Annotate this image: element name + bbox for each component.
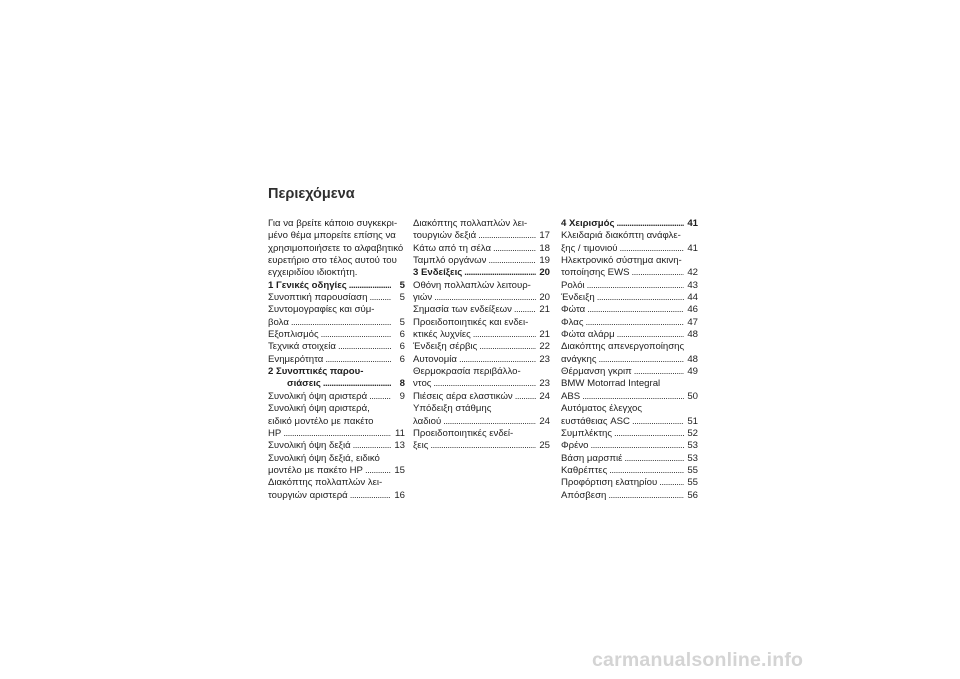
toc-entry — [268, 490, 405, 502]
toc-page-number: 51 — [687, 415, 698, 427]
dot-leader — [443, 416, 536, 428]
dot-leader — [473, 329, 536, 341]
toc-entry — [561, 366, 698, 378]
toc-page-number: 5 — [399, 279, 405, 291]
toc-entry-label: Ένδειξη — [561, 292, 595, 304]
toc-page-number: 20 — [539, 267, 550, 279]
toc-text-line: Διακόπτης πολλαπλών λει- — [268, 477, 383, 489]
toc-entry — [413, 354, 550, 366]
toc-page-number: 41 — [687, 242, 698, 254]
toc-entry-label: Καθρέπτες — [561, 464, 608, 476]
toc-page-number: 50 — [687, 390, 698, 402]
toc-page-number: 41 — [687, 218, 698, 229]
dot-leader — [608, 490, 684, 502]
toc-entry-label: Συμπλέκτης — [561, 427, 612, 439]
toc-entry-label: λαδιού — [413, 415, 442, 427]
toc-page-number: 18 — [539, 242, 550, 254]
dot-leader — [321, 329, 391, 341]
toc-entry-label: Φρένο — [561, 440, 589, 452]
toc-entry — [413, 378, 550, 390]
dot-leader — [634, 366, 684, 378]
toc-text-line: Διακόπτης απενεργοποίησης — [561, 341, 685, 353]
toc-entry-label: Βάση μαρσπιέ — [561, 452, 623, 464]
dot-leader — [617, 218, 684, 230]
toc-text-line: ευρετήριο στο τέλος αυτού του — [268, 255, 397, 267]
dot-leader — [585, 317, 684, 329]
toc-entry-label: Συνολική όψη αριστερά — [268, 390, 368, 402]
toc-entry-label: ανάγκης — [561, 353, 597, 365]
toc-page-number: 43 — [687, 279, 698, 291]
dot-leader — [430, 440, 536, 452]
toc-entry-label: 1 Γενικές οδηγίες — [268, 279, 347, 291]
toc-page-number: 21 — [539, 304, 550, 316]
toc-entry-label: γιών — [413, 292, 433, 304]
toc-entry — [561, 292, 698, 304]
toc-chapter-text: 2 Συνοπτικές παρου- — [268, 366, 364, 378]
toc-entry-label: ντος — [413, 378, 432, 390]
toc-entry — [413, 329, 550, 341]
toc-page-number: 6 — [399, 353, 405, 365]
toc-text-line: Συνολική όψη δεξιά, ειδικό — [268, 452, 380, 464]
toc-entry-label: ξεις — [413, 440, 429, 452]
toc-entry — [561, 453, 698, 465]
dot-leader — [365, 465, 391, 477]
toc-entry-label: Σημασία των ενδείξεων — [413, 304, 512, 316]
dot-leader — [632, 416, 684, 428]
toc-page-number: 24 — [539, 415, 550, 427]
toc-entry-label: ξης / τιμονιού — [561, 242, 618, 254]
toc-entry — [268, 292, 405, 304]
toc-entry — [268, 341, 405, 353]
toc-entry — [561, 243, 698, 255]
toc-page-number: 5 — [399, 316, 405, 328]
toc-text-line: εγχειριδίου ιδιοκτήτη. — [268, 267, 358, 279]
toc-entry-label: Εξοπλισμός — [268, 329, 319, 341]
toc-entry — [561, 440, 698, 452]
dot-leader — [349, 280, 391, 292]
watermark-text: carmanualsonline.info — [592, 649, 804, 671]
toc-page-number: 8 — [399, 378, 405, 390]
toc-entry — [413, 440, 550, 452]
toc-text-line: Κλειδαριά διακόπτη ανάφλε- — [561, 230, 681, 242]
toc-page-number: 56 — [687, 489, 698, 501]
toc-entry — [268, 428, 405, 440]
toc-page-number: 48 — [687, 329, 698, 341]
dot-leader — [478, 230, 536, 242]
toc-column-1 — [268, 218, 405, 502]
toc-entry-label: μοντέλο με πακέτο HP — [268, 464, 363, 476]
dot-leader — [597, 292, 684, 304]
dot-leader — [433, 378, 536, 390]
toc-entry — [413, 255, 550, 267]
toc-entry-label: 4 Χειρισμός — [561, 218, 615, 229]
toc-page-number: 42 — [687, 267, 698, 279]
toc-page-number: 6 — [399, 329, 405, 341]
toc-entry-label: Πιέσεις αέρα ελαστικών — [413, 390, 513, 402]
toc-page-number: 15 — [394, 464, 405, 476]
toc-entry-label: Προφόρτιση ελατηρίου — [561, 477, 658, 489]
dot-leader — [598, 354, 684, 366]
toc-page-number: 5 — [399, 292, 405, 304]
toc-entry — [268, 465, 405, 477]
toc-entry — [413, 416, 550, 428]
toc-page-number: 25 — [539, 440, 550, 452]
toc-page-number: 9 — [399, 390, 405, 402]
toc-page-number: 21 — [539, 329, 550, 341]
dot-leader — [283, 428, 391, 440]
dot-leader — [369, 292, 391, 304]
toc-entry-label: ABS — [561, 390, 581, 402]
toc-text-line: Προειδοποιητικές και ενδει- — [413, 316, 529, 328]
toc-entry — [561, 477, 698, 489]
toc-chapter-entry — [413, 267, 550, 279]
page-title: Περιεχόμενα — [268, 186, 355, 202]
dot-leader — [582, 391, 684, 403]
dot-leader — [338, 341, 391, 353]
toc-entry-label: Φώτα — [561, 304, 586, 316]
toc-page-number: 52 — [687, 427, 698, 439]
dot-leader — [353, 440, 391, 452]
toc-column-3 — [561, 218, 698, 502]
dot-leader — [609, 465, 684, 477]
toc-text-line: Υπόδειξη στάθμης — [413, 403, 492, 415]
toc-entry-label: Φλας — [561, 316, 584, 328]
toc-page-number: 19 — [539, 255, 550, 267]
toc-page-number: 24 — [539, 390, 550, 402]
toc-entry — [268, 440, 405, 452]
dot-leader — [493, 243, 536, 255]
toc-entry — [561, 416, 698, 428]
toc-page-number: 6 — [399, 341, 405, 353]
toc-entry — [561, 490, 698, 502]
dot-leader — [587, 304, 684, 316]
dot-leader — [325, 354, 391, 366]
toc-entry-label: Απόσβεση — [561, 489, 607, 501]
toc-text-line: ειδικό μοντέλο με πακέτο — [268, 415, 374, 427]
dot-leader — [659, 477, 684, 489]
toc-page-number: 22 — [539, 341, 550, 353]
toc-text-line: Προειδοποιητικές ενδεί- — [413, 427, 514, 439]
dot-leader — [369, 391, 391, 403]
dot-leader — [350, 490, 391, 502]
toc-page-number: 53 — [687, 452, 698, 464]
toc-page-number: 16 — [394, 489, 405, 501]
dot-leader — [515, 391, 536, 403]
toc-text-line: χρησιμοποιήσετε το αλφαβητικό — [268, 242, 404, 254]
toc-text-line: Για να βρείτε κάποιο συγκεκρι- — [268, 218, 398, 229]
toc-entry — [413, 292, 550, 304]
toc-entry-label: Κάτω από τη σέλα — [413, 242, 491, 254]
toc-entry-label: Θέρμανση γκριπ — [561, 366, 632, 378]
toc-entry-label: σιάσεις — [287, 378, 321, 390]
toc-entry-label: Ταμπλό οργάνων — [413, 255, 487, 267]
toc-entry-label: ευστάθειας ASC — [561, 415, 630, 427]
toc-entry — [268, 329, 405, 341]
toc-entry-label: κτικές λυχνίες — [413, 329, 471, 341]
toc-entry-label: τουργιών αριστερά — [268, 489, 348, 501]
toc-entry-label: 3 Ενδείξεις — [413, 267, 463, 279]
toc-text-line: Οθόνη πολλαπλών λειτουρ- — [413, 279, 531, 291]
toc-page-number: 13 — [394, 440, 405, 452]
toc-entry — [561, 280, 698, 292]
toc-column-2 — [413, 218, 550, 453]
toc-chapter-entry — [268, 280, 405, 292]
toc-entry — [561, 391, 698, 403]
toc-entry — [268, 317, 405, 329]
dot-leader — [323, 378, 391, 390]
toc-text-line: Ηλεκτρονικό σύστημα ακινη- — [561, 255, 682, 267]
toc-entry — [413, 391, 550, 403]
dot-leader — [591, 440, 684, 452]
toc-page-number: 49 — [687, 366, 698, 378]
toc-entry — [268, 354, 405, 366]
dot-leader — [464, 267, 536, 279]
toc-entry — [413, 304, 550, 316]
toc-page-number: 11 — [395, 427, 405, 439]
toc-entry — [561, 329, 698, 341]
toc-chapter-entry — [268, 378, 405, 390]
toc-text-line: Συνολική όψη αριστερά, — [268, 403, 370, 415]
toc-entry-label: Φώτα αλάρμ — [561, 329, 615, 341]
toc-entry-label: Τεχνικά στοιχεία — [268, 341, 336, 353]
toc-page-number: 47 — [687, 316, 698, 328]
toc-entry-label: βολα — [268, 316, 289, 328]
toc-entry — [413, 243, 550, 255]
dot-leader — [488, 255, 536, 267]
dot-leader — [459, 354, 536, 366]
dot-leader — [617, 329, 684, 341]
dot-leader — [434, 292, 536, 304]
toc-entry-label: Αυτονομία — [413, 353, 457, 365]
dot-leader — [632, 267, 684, 279]
toc-text-line: Διακόπτης πολλαπλών λει- — [413, 218, 528, 229]
toc-page-number: 20 — [539, 292, 550, 304]
toc-page-number: 46 — [687, 304, 698, 316]
toc-entry — [561, 354, 698, 366]
dot-leader — [614, 428, 684, 440]
dot-leader — [514, 304, 536, 316]
toc-entry — [268, 391, 405, 403]
toc-page-number: 53 — [687, 440, 698, 452]
toc-text-line: μένο θέμα μπορείτε επίσης να — [268, 230, 396, 242]
dot-leader — [624, 453, 684, 465]
dot-leader — [291, 317, 391, 329]
toc-entry — [413, 230, 550, 242]
toc-page-number: 44 — [687, 292, 698, 304]
toc-entry-label: Ρολόι — [561, 279, 585, 291]
dot-leader — [620, 243, 684, 255]
dot-leader — [587, 280, 684, 292]
toc-page-number: 23 — [539, 378, 550, 390]
toc-entry-label: Συνολική όψη δεξιά — [268, 440, 351, 452]
toc-entry-label: τοποίησης EWS — [561, 267, 630, 279]
toc-entry-label: τουργιών δεξιά — [413, 230, 477, 242]
dot-leader — [479, 341, 536, 353]
toc-entry-label: Ενημερότητα — [268, 353, 324, 365]
toc-entry — [561, 428, 698, 440]
toc-page-number: 23 — [539, 353, 550, 365]
toc-page-number: 48 — [687, 353, 698, 365]
toc-text-line: Αυτόματος έλεγχος — [561, 403, 643, 415]
toc-text-line: Συντομογραφίες και σύμ- — [268, 304, 375, 316]
toc-entry — [413, 341, 550, 353]
toc-entry — [561, 465, 698, 477]
toc-page-number: 17 — [539, 230, 550, 242]
toc-page-number: 55 — [687, 464, 698, 476]
toc-entry — [561, 304, 698, 316]
toc-entry-label: Ένδειξη σέρβις — [413, 341, 478, 353]
toc-entry — [561, 317, 698, 329]
toc-entry-label: Συνοπτική παρουσίαση — [268, 292, 368, 304]
toc-chapter-entry — [561, 218, 698, 230]
toc-text-line: BMW Motorrad Integral — [561, 378, 661, 390]
toc-text-line: Θερμοκρασία περιβάλλο- — [413, 366, 521, 378]
toc-entry — [561, 267, 698, 279]
toc-entry-label: HP — [268, 427, 282, 439]
toc-page-number: 55 — [687, 477, 698, 489]
